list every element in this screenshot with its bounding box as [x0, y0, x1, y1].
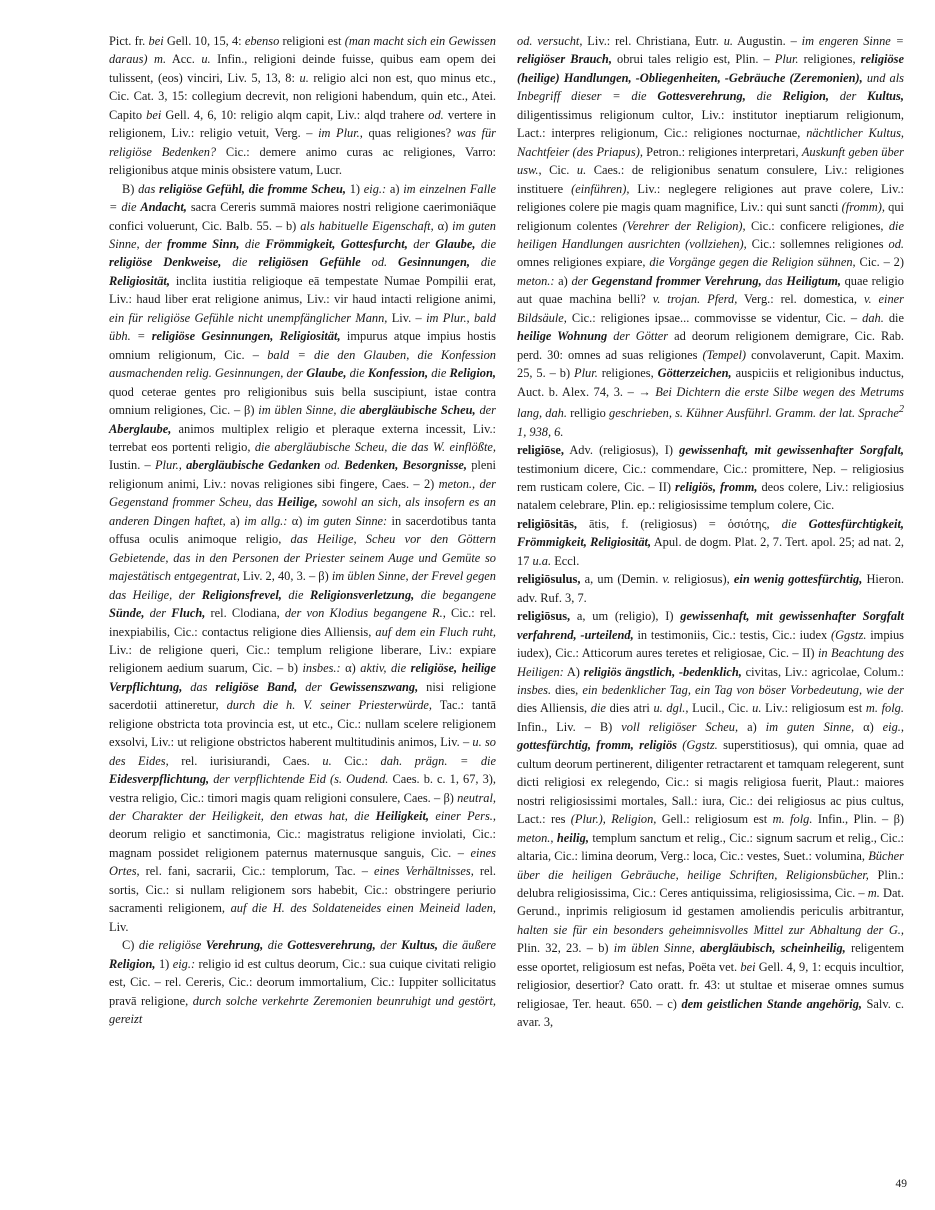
right-column — [517, 32, 904, 1032]
left-paragraph: Pict. fr. bei Gell. 10, 15, 4: ebenso religioni est (man macht sich ein Gewissen daraus) m. Acc. u. Infin., religioni deinde fuisse, quibus eam opem dei tulissent, (eos) vinciri, Liv. 5, 13, 8: u. religio alci non est, quo minus etc., Cic. Cat. 3, 15: collegium decrevit, non religioni habendum, quin etc., Atei. Capito bei Gell. 4, 6, 10: religio alqm capit, Liv.: alqd trahere od. vertere in religionem, Liv.: religio vetuit, Verg. – im Plur., quas religiones? was für religiöse Bedenken? Cic.: demere animo curas ac religiones, Varro: religionibus atque minis obsistere vatum, Lucr. — [109, 34, 497, 178]
left-paragraph: C) die religiöse Verehrung, die Gottesverehrung, der Kultus, die äußere Religion, 1) eig.: religio id est cultus deorum, Cic.: sua cuique civitati religio est, Cic. – rel. Cereris, Cic.: deorum immortalium, Cic.: Iuppiter sollicitatus pravā religione, durch solche verkehrte Zeremonien beunruhigt und gestört, gereizt — [109, 938, 496, 1027]
page-number: 49 — [895, 1178, 907, 1190]
dictionary-entry-religiositas: religiōsitās, ātis, f. (religiosus) = ὁσιότης, die Gottesfürchtigkeit, Frömmigkeit, Religiosität, Apul. de dogm. Plat. 2, 7. Tert. apol. 25; ad nat. 2, 17 u.a. Eccl. — [517, 516, 904, 568]
left-paragraph: B) das religiöse Gefühl, die fromme Scheu, 1) eig.: a) im einzelnen Falle = die Andacht, sacra Cereris summā maiores nostri religione caerimoniāque confici voluerunt, Cic. Balb. 55. – b) als habituelle Eigenschaft, α) im guten Sinne, der fromme Sinn, die Frömmigkeit, Gottesfurcht, der Glaube, die religiöse Denkweise, die religiösen Gefühle od. Gesinnungen, die Religiosität, inclita iustitia religioque eā tempestate Numae Pompilii erat, Liv.: haud liber erat religione animus, Liv.: vir haud intacti religione animi, ein für religiöse Gefühle nicht unempfänglicher Mann, Liv. – im Plur., bald übh. = religiöse Gesinnungen, Religiosität, impurus atque impius hostis omnium religionum, Cic. – bald = die den Glauben, die Konfession ausmachenden relig. Gesinnungen, der Glaube, die Konfession, die Religion, quod ceterae gentes pro religionibus suis bella suscipiunt, istae contra omnium religiones, Cic. – β) im üblen Sinne, die abergläubische Scheu, der Aberglaube, animos multiplex religio et pleraque externa incessit, Liv.: terrebat eos portenti religio, die abergläubische Scheu, die das W. einflößte, Iustin. – Plur., abergläubische Gedanken od. Bedenken, Besorgnisse, pleni religionum animi, Liv.: novas religiones sibi fingere, Caes. – 2) meton., der Gegenstand frommer Scheu, das Heilige, sowohl an sich, als insofern es an anderen Dingen haftet, a) im allg.: α) im guten Sinne: in sacerdotibus tanta offusa oculis animoque religio, das Heilige, Scheu vor den Göttern Gebietende, das in den Personen der Priester seinem Auge und Gemüte so majestätisch entgegentrat, Liv. 2, 40, 3. – β) im üblen Sinne, der Frevel gegen das Heilige, der Religionsfrevel, die Religionsverletzung, die begangene Sünde, der Fluch, rel. Clodiana, der von Klodius begangene R., Cic.: rel. inexpiabilis, Cic.: contactus religione dies Alliensis, auf dem ein Fluch ruht, Liv.: de religione queri, Cic.: templum religione liberare, Liv.: expiare religionem aedium suarum, Cic. – b) insbes.: α) aktiv, die religiöse, heilige Verpflichtung, das religiöse Band, der Gewissenszwang, nisi religione sacerdotii attineretur, durch die h. V. seiner Priesterwürde, Tac.: tantā religione obstricta tota provincia est, ut etc., Cic.: nullam scelere religionem exsolvi, Liv.: ut religione obstrictos haberent multitudinis animos, Liv. – u. so des Eides, rel. iurisiurandi, Caes. u. Cic.: dah. prägn. = die Eidesverpflichtung, der verpflichtende Eid (s. Oudend. Caes. b. c. 1, 67, 3), vestra religio, Cic.: timori magis quam religioni consulere, Caes. – β) neutral, der Charakter der Heiligkeit, den etwas hat, die Heiligkeit, einer Pers., deorum religio et sanctimonia, Cic.: magistratus religione inviolati, Cic.: magnam possidet religionem paternus maternusque sanguis, Cic. – eines Ortes, rel. fani, sacrarii, Cic.: templorum, Tac. – eines Verhältnisses, rel. sortis, Cic.: si nullam religionem sors habebit, Cic.: obstringere periurio sacramenti religionem, auf die H. des Soldateneides einen Meineid laden, Liv. — [109, 181, 497, 934]
dictionary-entry-religiosus: religiōsus, a, um (religio), I) gewissenhaft, mit gewissenhafter Sorgfalt verfahrend, -urteilend, in testimoniis, Cic.: testis, Cic.: iudex (Ggstz. impius iudex), Cic.: Atticorum aures teretes et religiosae, Cic. – II) in Beachtung des Heiligen: A) religiös ängstlich, -bedenklich, civitas, Liv.: agricolae, Colum.: insbes. dies, ein bedenklicher Tag, ein Tag von böser Vorbedeutung, wie der dies Alliensis, die dies atri u. dgl., Lucil., Cic. u. Liv.: religiosum est m. folg. Infin., Liv. – B) voll religiöser Scheu, a) im guten Sinne, α) eig., gottesfürchtig, fromm, religiös (Ggstz. superstitiosus), qui omnia, quae ad cultum deorum pertinerent, diligenter retractarent et tamquam relegerent, sunt dicti religiosi ex relegendo, Cic.: si magis religiosa fuerit, Plaut.: maiores nostri religiosissimi mortales, Sall.: iura, Cic.: dei religiosus ac pius cultus, Lact.: res (Plur.), Religion, Gell.: religiosum est m. folg. Infin., Plin. – β) meton., heilig, templum sanctum et relig., Cic.: signum sacrum et relig., Cic.: altaria, Cic.: limina deorum, Verg.: loca, Cic.: vestes, Suet.: volumina, Bücher über die heiligen Gebräuche, heilige Schriften, Religionsbücher, Plin.: delubra religiosissima, Cic.: Ceres antiquissima, religiosissima, Cic. – m. Dat. Gerund., inprimis religiosum id gestamen amoliendis periculis arbitrantur, halten sie für ein besonders geheimnisvolles Mittel zur Abhaltung der G., Plin. 32, 23. – b) im üblen Sinne, abergläubisch, scheinheilig, religentem esse oportet, religiosum est nefas, Poëta vet. bei Gell. 4, 9, 1: ecquis incultior, religiosior, desertior? Cato oratt. fr. 43: ut stultae et miserae omnes sumus religiosae, Ter. heaut. 650. – c) dem geistlichen Stande angehörig, Salv. c. avar. 3, — [517, 609, 905, 1030]
left-column — [109, 32, 496, 1028]
dictionary-entry-religiosulus: religiōsulus, a, um (Demin. v. religiosus), ein wenig gottesfürchtig, Hieron. adv. Ruf. 3, 7. — [517, 572, 904, 605]
right-paragraph: od. versucht, Liv.: rel. Christiana, Eutr. u. Augustin. – im engeren Sinne = religiöser Brauch, obrui tales religio est, Plin. – Plur. religiones, religiöse (heilige) Handlungen, -Obliegenheiten, -Gebräuche (Zeremonien), und als Inbegriff dieser = die Gottesverehrung, die Religion, der Kultus, diligentissimus religionum cultor, Liv.: institutor ineptiarum religionum, Lact.: interpres religionum, Cic.: religiones nocturnae, nächtlicher Kultus, Nachtfeier (des Priapus), Petron.: religiones interpretari, Auskunft geben über usw., Cic. u. Caes.: de religionibus senatum consulere, Liv.: religiones instituere (einführen), Liv.: neglegere religiones aut prave colere, Liv.: religiones colere pie magis quam magnifice, Liv.: qui sunt sancti (fromm), qui religionum colentes (Verehrer der Religion), Cic.: conficere religiones, die heiligen Handlungen ausrichten (vollziehen), Cic.: sollemnes religiones od. omnes religiones expiare, die Vorgänge gegen die Religion sühnen, Cic. – 2) meton.: a) der Gegenstand frommer Verehrung, das Heiligtum, quae religio aut quae machina belli? v. trojan. Pferd, Verg.: rel. domestica, v. einer Bildsäule, Cic.: religiones ipsae... commovisse se videntur, Cic. – dah. die heilige Wohnung der Götter ad deorum religionem demigrare, Cic. Rab. perd. 30: omnes ad suas religiones (Tempel) convolaverunt, Capit. Maxim. 25, 5. – b) Plur. religiones, Götterzeichen, auspiciis et religionibus inductus, Auct. b. Alex. 74, 3. – → Bei Dichtern die erste Silbe wegen des Metrums lang, dah. relligio geschrieben, s. Kühner Ausführl. Gramm. der lat. Sprache$^2$ 1, 938, 6. — [517, 34, 905, 439]
dictionary-entry-religiose: religiōse, Adv. (religiosus), I) gewissenhaft, mit gewissenhafter Sorgfalt, testimonium dicere, Cic.: commendare, Cic.: promittere, Nep. – religiosius rem rusticam colere, Cic. – II) religiös, fromm, deos colere, Liv.: religiosius natalem celebrare, Plin. ep.: religiosissime templum colere, Cic. — [517, 443, 905, 513]
